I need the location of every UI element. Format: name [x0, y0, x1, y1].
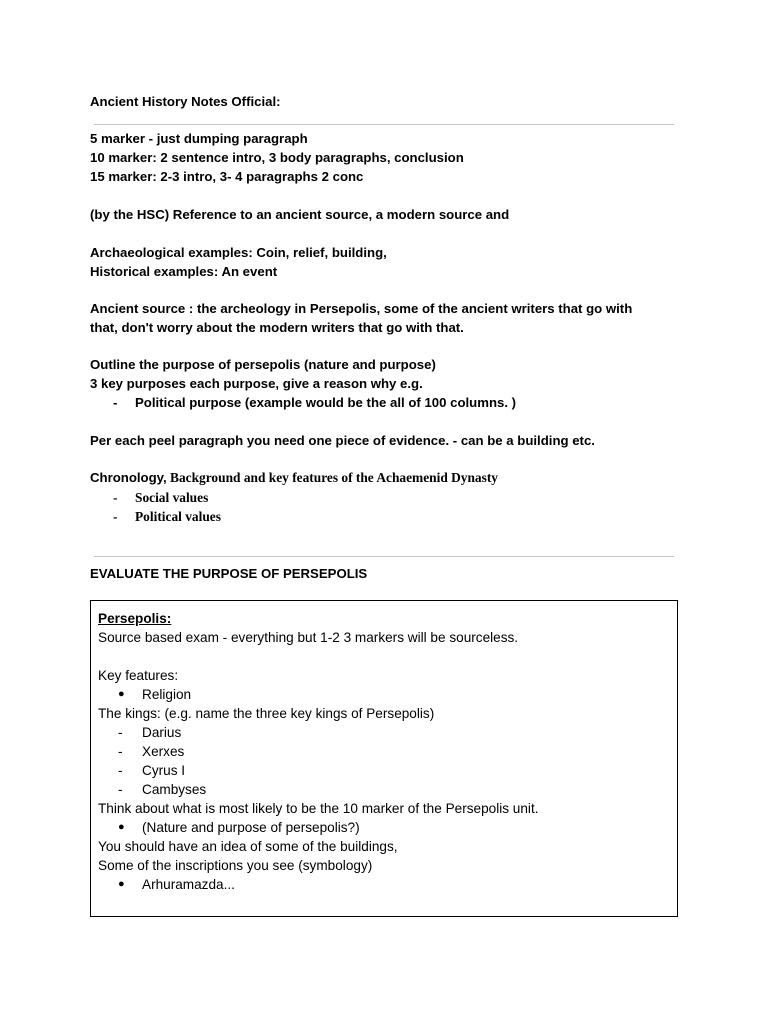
dash-marker: - — [118, 782, 123, 797]
dash-marker: - — [118, 763, 123, 778]
evaluate-heading: EVALUATE THE PURPOSE OF PERSEPOLIS — [90, 566, 368, 581]
bullet-icon: ● — [118, 821, 125, 833]
hsc-line: (by the HSC) Reference to an ancient source, a modern source and — [90, 207, 510, 222]
dash-marker: - — [118, 725, 123, 740]
peel-line: Per each peel paragraph you need one piece of evidence. - can be a building etc. — [90, 433, 595, 448]
example-line: Historical examples: An event — [90, 264, 278, 279]
key-feature-item: Religion — [142, 687, 192, 702]
dash-marker: - — [113, 395, 118, 410]
think-bullet: (Nature and purpose of persepolis?) — [142, 820, 360, 835]
dash-marker: - — [118, 744, 123, 759]
outline-line: 3 key purposes each purpose, give a reason why e.g. — [90, 376, 423, 391]
divider — [94, 556, 674, 557]
chronology-label: Chronology, — [90, 470, 167, 485]
king-item: Cambyses — [142, 782, 207, 797]
buildings-line: You should have an idea of some of the buildings, — [98, 839, 398, 854]
box-intro: Source based exam - everything but 1-2 3 markers will be sourceless. — [98, 630, 519, 645]
marker-line: 10 marker: 2 sentence intro, 3 body paragraphs, conclusion — [90, 150, 464, 165]
inscriptions-bullet: Arhuramazda... — [142, 877, 235, 892]
outline-line: Outline the purpose of persepolis (nature and purpose) — [90, 357, 436, 372]
king-item: Xerxes — [142, 744, 185, 759]
chronology-item-text: Political values — [135, 509, 221, 524]
chronology-rest: Background and key features of the Achaemenid Dynasty — [166, 470, 498, 485]
example-line: Archaeological examples: Coin, relief, building, — [90, 245, 387, 260]
ancient-source-line: that, don't worry about the modern writers that go with that. — [90, 320, 464, 335]
key-features-label: Key features: — [98, 668, 179, 683]
divider — [94, 124, 674, 125]
chronology-item-text: Social values — [135, 490, 209, 505]
king-item: Cyrus I — [142, 763, 186, 778]
page-heading: Ancient History Notes Official: — [90, 94, 281, 109]
ancient-source-line: Ancient source : the archeology in Persepolis, some of the ancient writers that go with — [90, 301, 633, 316]
outline-bullet-text: Political purpose (example would be the all of 100 columns. ) — [135, 395, 517, 410]
kings-label: The kings: (e.g. name the three key kings of Persepolis) — [98, 706, 435, 721]
persepolis-notes-box — [90, 600, 678, 917]
marker-line: 15 marker: 2-3 intro, 3- 4 paragraphs 2 conc — [90, 169, 364, 184]
bullet-icon: ● — [118, 688, 125, 700]
think-line: Think about what is most likely to be the 10 marker of the Persepolis unit. — [98, 801, 539, 816]
marker-line: 5 marker - just dumping paragraph — [90, 131, 308, 146]
dash-marker: - — [113, 509, 118, 524]
box-title: Persepolis: — [98, 611, 172, 626]
bullet-icon: ● — [118, 878, 125, 890]
dash-marker: - — [113, 490, 118, 505]
king-item: Darius — [142, 725, 182, 740]
inscriptions-line: Some of the inscriptions you see (symbology) — [98, 858, 373, 873]
chronology-line — [90, 468, 498, 487]
